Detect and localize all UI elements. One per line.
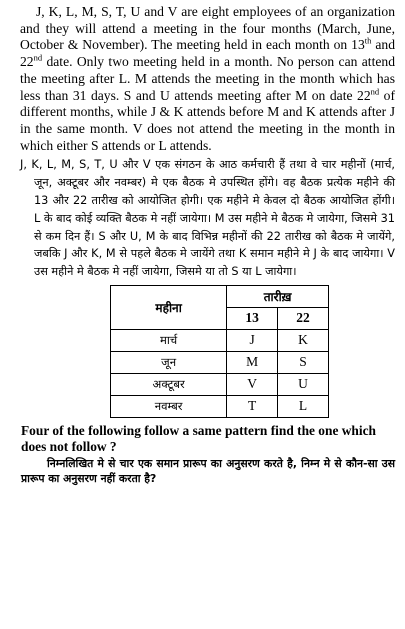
month-cell: जून — [111, 351, 227, 373]
superscript: th — [364, 35, 372, 46]
paragraph-text: and 22 — [20, 37, 395, 70]
header-date-22: 22 — [278, 307, 329, 329]
header-date-13: 13 — [227, 307, 278, 329]
date-22-cell: K — [278, 329, 329, 351]
puzzle-paragraph-english — [20, 4, 395, 154]
solution-table-wrapper — [110, 285, 395, 418]
puzzle-paragraph-hindi: J, K, L, M, S, T, U और V एक संगठन के आठ कर्मचारी हैं तथा वे चार महीनों (मार्च, जून, अक्टूबर और नवम्बर) मे एक बैठक मे उपस्थित होंगे। वह बैठक प्रत्येक महीने की 13 और 22 तारीख को आयोजित होगी। एक महीने मे केवल दो बैठक आयोजित होंगी। L के बाद कोई व्यक्ति बैठक मे नहीं जायेगा। M उस महीने मे बैठक मे जायेगा, जिसमे 31 से कम दिन हैं। S और U, M के बाद विभिन्न महीनों की 22 तारीख को बैठक मे जायेंगे, जबकि J और K, M से पहले बैठक मे जायेंगे तथा K समान महीने मे J के बाद जायेगा। V उस महीने मे बैठक मे नहीं जायेगा, जिसमे या तो S या L जायेगा। — [20, 158, 395, 279]
paragraph-text: date. Only two meeting held in a month. No person can attend the meeting after L. M attends the meeting in the month which has less than 31 days. S and U attends meeting after M on date 22 — [20, 54, 395, 103]
date-13-cell: T — [227, 395, 278, 417]
header-date: तारीख़ — [227, 285, 329, 307]
date-22-cell: S — [278, 351, 329, 373]
question-hindi: निम्नलिखित मे से चार एक समान प्रारूप का अनुसरण करते है, निम्न मे से कौन-सा उस प्रारूप का अनुसरण नहीं करता है? — [21, 456, 395, 485]
table-header-row — [111, 285, 329, 307]
date-13-cell: J — [227, 329, 278, 351]
superscript: nd — [33, 52, 43, 63]
superscript: nd — [370, 85, 380, 96]
date-22-cell: L — [278, 395, 329, 417]
date-22-cell: U — [278, 373, 329, 395]
table-row — [111, 373, 329, 395]
month-cell: अक्टूबर — [111, 373, 227, 395]
paragraph-text: J, K, L, M, S, T, U and V are eight employees of an organization and they will attend a meeting in the four months (March, June, October & November). The meeting held in each month on 13 — [20, 4, 395, 53]
table-row — [111, 351, 329, 373]
paragraph-text: of different months, while J & K attends before M and K attends after J in the same month. V does not attend the meeting in the month in which either S attends or L attends. — [20, 87, 395, 153]
table-row — [111, 395, 329, 417]
month-cell: नवम्बर — [111, 395, 227, 417]
month-cell: मार्च — [111, 329, 227, 351]
solution-table — [110, 285, 329, 418]
date-13-cell: V — [227, 373, 278, 395]
table-row — [111, 329, 329, 351]
header-month: महीना — [111, 285, 227, 329]
date-13-cell: M — [227, 351, 278, 373]
question-english: Four of the following follow a same pattern find the one which does not follow ? — [21, 422, 376, 454]
